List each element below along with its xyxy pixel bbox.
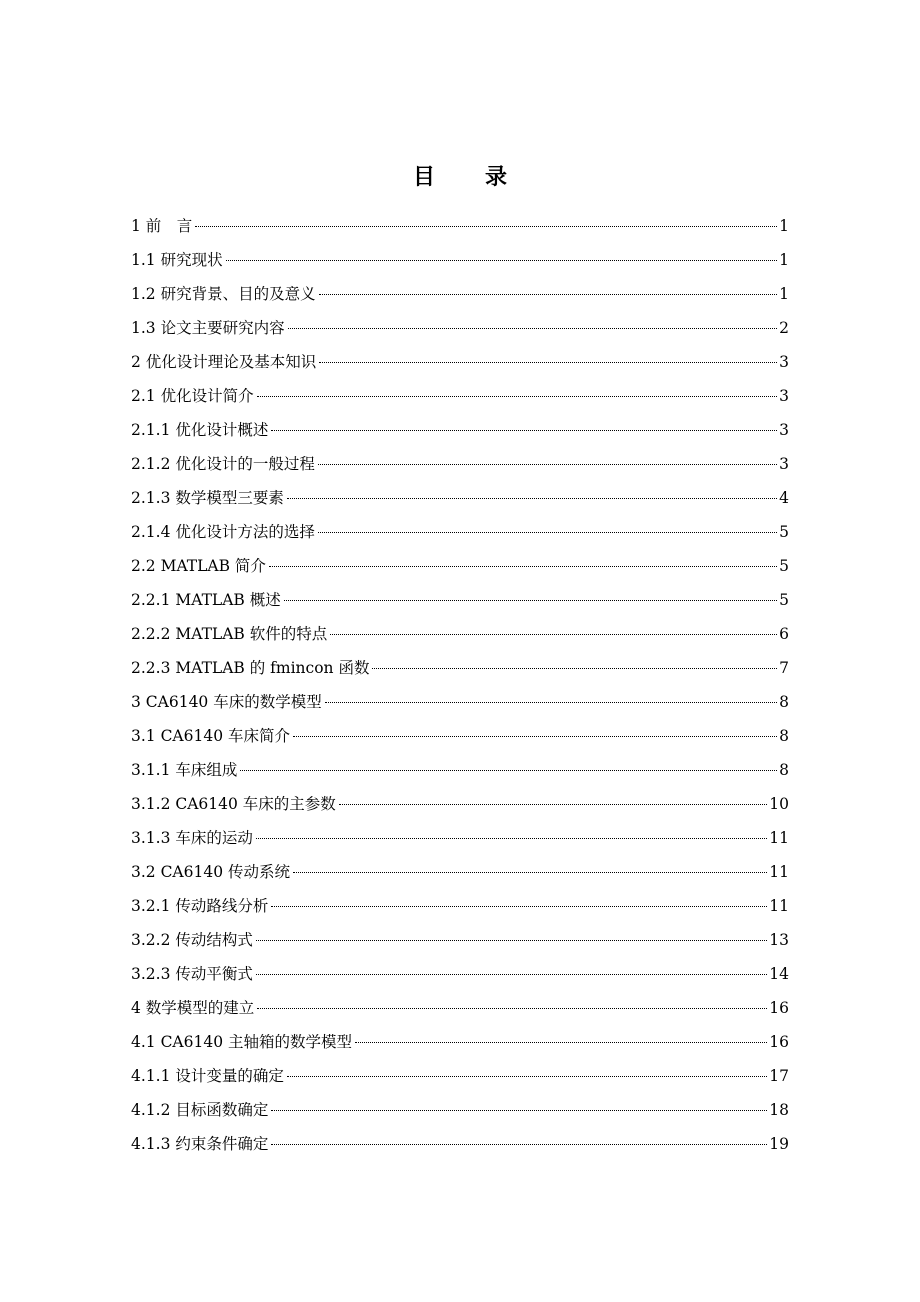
- toc-entry-label: 2.2.2 MATLAB 软件的特点: [131, 625, 328, 643]
- toc-entry-label: 3.2 CA6140 传动系统: [131, 863, 291, 881]
- dot-leader: [271, 1090, 767, 1111]
- toc-entry-label: 3.1.1 车床组成: [131, 761, 238, 779]
- toc-entry-page-number: 19: [769, 1135, 789, 1153]
- toc-entry[interactable]: [131, 482, 789, 516]
- dot-leader: [318, 444, 777, 465]
- toc-entry-label: 2.1.3 数学模型三要素: [131, 489, 284, 507]
- toc-entry[interactable]: [131, 380, 789, 414]
- toc-entry-label: 4.1.2 目标函数确定: [131, 1101, 269, 1119]
- toc-entry-page-number: 3: [779, 455, 789, 473]
- dot-leader: [226, 240, 778, 261]
- dot-leader: [287, 1056, 767, 1077]
- toc-entry[interactable]: [131, 686, 789, 720]
- toc-entry-label: 3 CA6140 车床的数学模型: [131, 693, 322, 711]
- toc-entry[interactable]: [131, 754, 789, 788]
- dot-leader: [271, 886, 767, 907]
- toc-entry-label: 3.1.3 车床的运动: [131, 829, 253, 847]
- toc-entry[interactable]: [131, 958, 789, 992]
- toc-entry[interactable]: [131, 278, 789, 312]
- dot-leader: [355, 1022, 767, 1043]
- dot-leader: [256, 954, 767, 975]
- toc-entry[interactable]: [131, 584, 789, 618]
- dot-leader: [319, 274, 778, 295]
- toc-entry-page-number: 13: [769, 931, 789, 949]
- toc-entry[interactable]: [131, 924, 789, 958]
- dot-leader: [318, 512, 777, 533]
- toc-entry-page-number: 7: [779, 659, 789, 677]
- toc-entry-page-number: 11: [769, 863, 789, 881]
- toc-entry-page-number: 8: [779, 693, 789, 711]
- toc-entry-page-number: 11: [769, 829, 789, 847]
- dot-leader: [269, 546, 777, 567]
- toc-entry-label: 2.2.3 MATLAB 的 fmincon 函数: [131, 659, 370, 677]
- toc-entry-label: 2.2 MATLAB 简介: [131, 557, 266, 575]
- toc-entry-label: 2.1.4 优化设计方法的选择: [131, 523, 315, 541]
- toc-entry-page-number: 16: [769, 1033, 789, 1051]
- toc-entry[interactable]: [131, 856, 789, 890]
- toc-entry-page-number: 18: [769, 1101, 789, 1119]
- toc-entry[interactable]: [131, 312, 789, 346]
- dot-leader: [330, 614, 777, 635]
- toc-entry-label: 4 数学模型的建立: [131, 999, 255, 1017]
- toc-entry-label: 2.1.1 优化设计概述: [131, 421, 269, 439]
- toc-entry[interactable]: [131, 788, 789, 822]
- toc-entry[interactable]: [131, 652, 789, 686]
- toc-entry-page-number: 5: [779, 591, 789, 609]
- toc-entry-label: 2.2.1 MATLAB 概述: [131, 591, 281, 609]
- toc-entry-page-number: 17: [769, 1067, 789, 1085]
- toc-entry-label: 2.1.2 优化设计的一般过程: [131, 455, 315, 473]
- toc-entry-page-number: 14: [769, 965, 789, 983]
- dot-leader: [287, 478, 777, 499]
- toc-entry-label: 1 前 言: [131, 217, 193, 235]
- dot-leader: [195, 206, 777, 227]
- toc-entry[interactable]: [131, 720, 789, 754]
- toc-entry[interactable]: [131, 244, 789, 278]
- toc-entry[interactable]: [131, 516, 789, 550]
- toc-entry-label: 1.1 研究现状: [131, 251, 223, 269]
- toc-entry-page-number: 8: [779, 761, 789, 779]
- toc-title: 目 录: [412, 165, 521, 190]
- toc-entry-page-number: 10: [769, 795, 789, 813]
- toc-entry-label: 1.2 研究背景、目的及意义: [131, 285, 316, 303]
- toc-entry[interactable]: [131, 346, 789, 380]
- toc-entry-page-number: 1: [779, 217, 789, 235]
- dot-leader: [257, 988, 767, 1009]
- toc-entry-page-number: 2: [779, 319, 789, 337]
- toc-entry-page-number: 4: [779, 489, 789, 507]
- toc-entry[interactable]: [131, 618, 789, 652]
- toc-entry-page-number: 5: [779, 523, 789, 541]
- dot-leader: [293, 852, 767, 873]
- toc-entry[interactable]: [131, 890, 789, 924]
- toc-entry-page-number: 3: [779, 421, 789, 439]
- toc-entry-label: 3.2.2 传动结构式: [131, 931, 253, 949]
- toc-entry-page-number: 11: [769, 897, 789, 915]
- dot-leader: [257, 376, 778, 397]
- toc-entry-page-number: 5: [779, 557, 789, 575]
- toc-entry[interactable]: [131, 1128, 789, 1162]
- toc-entry-label: 3.2.1 传动路线分析: [131, 897, 269, 915]
- toc-entry-label: 4.1.1 设计变量的确定: [131, 1067, 284, 1085]
- toc-entry-label: 2.1 优化设计简介: [131, 387, 254, 405]
- toc-entry-page-number: 16: [769, 999, 789, 1017]
- dot-leader: [256, 920, 767, 941]
- toc-entry-label: 4.1.3 约束条件确定: [131, 1135, 269, 1153]
- toc-entry-page-number: 6: [779, 625, 789, 643]
- dot-leader: [319, 342, 777, 363]
- toc-entry-label: 1.3 论文主要研究内容: [131, 319, 285, 337]
- toc-entry-label: 3.1 CA6140 车床简介: [131, 727, 291, 745]
- toc-entry[interactable]: [131, 448, 789, 482]
- toc-entry[interactable]: [131, 1026, 789, 1060]
- toc-entry-label: 3.2.3 传动平衡式: [131, 965, 253, 983]
- toc-entry-page-number: 3: [779, 353, 789, 371]
- toc-entry[interactable]: [131, 210, 789, 244]
- dot-leader: [240, 750, 777, 771]
- toc-entry[interactable]: [131, 822, 789, 856]
- toc-entry-page-number: 8: [779, 727, 789, 745]
- toc-entry[interactable]: [131, 1060, 789, 1094]
- toc-entry-page-number: 3: [779, 387, 789, 405]
- toc-entry-label: 3.1.2 CA6140 车床的主参数: [131, 795, 336, 813]
- toc-entry[interactable]: [131, 414, 789, 448]
- toc-entry[interactable]: [131, 992, 789, 1026]
- dot-leader: [271, 410, 777, 431]
- dot-leader: [372, 648, 777, 669]
- toc-entry[interactable]: [131, 550, 789, 584]
- dot-leader: [325, 682, 777, 703]
- dot-leader: [288, 308, 778, 329]
- toc-entry-page-number: 1: [779, 285, 789, 303]
- toc-entry-label: 4.1 CA6140 主轴箱的数学模型: [131, 1033, 353, 1051]
- dot-leader: [284, 580, 777, 601]
- dot-leader: [256, 818, 767, 839]
- dot-leader: [293, 716, 777, 737]
- dot-leader: [271, 1124, 767, 1145]
- toc-entry-page-number: 1: [779, 251, 789, 269]
- toc-list: [131, 210, 789, 1162]
- toc-entry[interactable]: [131, 1094, 789, 1128]
- dot-leader: [339, 784, 767, 805]
- toc-entry-label: 2 优化设计理论及基本知识: [131, 353, 317, 371]
